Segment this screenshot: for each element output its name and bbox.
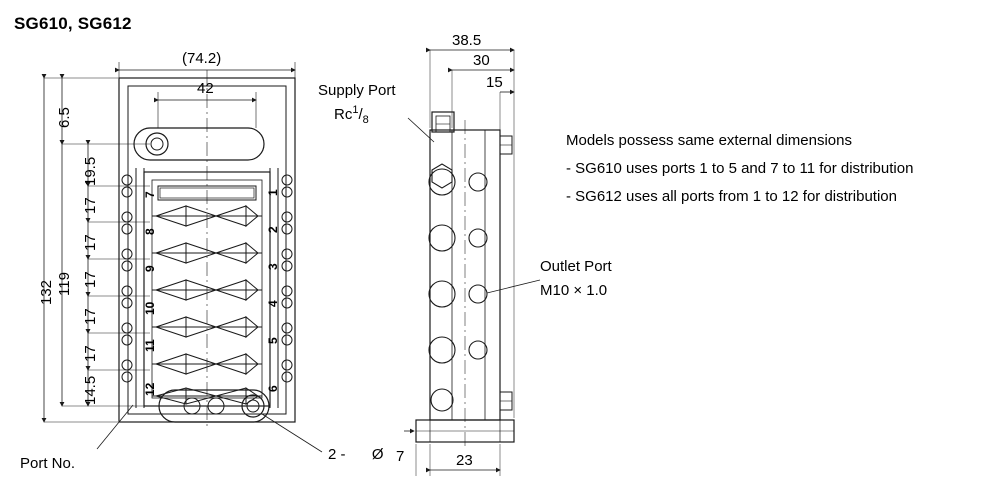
supply-port-thread-label: $Rc^1/_8$ xyxy=(334,104,369,126)
dim-step-depth: 15 xyxy=(486,74,503,91)
port-label-6: 6 xyxy=(266,385,280,392)
outlet-port-thread-label: M10 × 1.0 xyxy=(540,282,608,299)
port-label-9: 9 xyxy=(143,265,157,272)
dim-bottom-offset: 14.5 xyxy=(82,375,99,405)
outlet-port-label: Outlet Port xyxy=(540,258,612,275)
dim-body-depth: 30 xyxy=(473,52,490,69)
dim-base-thickness: 7 xyxy=(396,448,405,465)
note-line-1: Models possess same external dimensions xyxy=(566,132,852,149)
mounting-holes-count: 2 - xyxy=(328,446,346,463)
supply-port-thread-prefix: Rc xyxy=(334,106,353,123)
dim-pitch-3: 17 xyxy=(82,271,99,288)
dim-first-pitch: 19.5 xyxy=(82,156,99,186)
port-no-label: Port No. xyxy=(20,455,76,472)
port-label-12: 12 xyxy=(143,382,157,396)
mounting-holes-label xyxy=(328,446,384,463)
note-line-2: - SG610 uses ports 1 to 5 and 7 to 11 for distribution xyxy=(566,160,914,177)
port-label-2: 2 xyxy=(266,226,280,233)
port-label-1: 1 xyxy=(266,189,280,196)
supply-port-label: Supply Port xyxy=(318,82,396,99)
port-label-4: 4 xyxy=(266,300,280,307)
supply-port-thread-numerator: 1 xyxy=(352,104,359,116)
port-label-3: 3 xyxy=(266,263,280,270)
port-label-5: 5 xyxy=(266,337,280,344)
page-title: SG610, SG612 xyxy=(14,14,132,33)
port-label-10: 10 xyxy=(143,301,157,315)
dim-pitch-5: 17 xyxy=(82,345,99,362)
dim-overall-width: (74.2) xyxy=(182,50,222,67)
dim-base-depth: 23 xyxy=(456,452,473,469)
diameter-icon: Ø xyxy=(371,446,384,463)
port-label-11: 11 xyxy=(143,339,157,352)
dim-overall-depth: 38.5 xyxy=(452,32,482,49)
dim-hole-span-height: 119 xyxy=(56,272,73,296)
dim-pitch-2: 17 xyxy=(82,234,99,251)
port-label-8: 8 xyxy=(143,228,157,235)
dim-pitch-4: 17 xyxy=(82,308,99,325)
dim-pitch-1: 17 xyxy=(82,197,99,214)
port-label-7: 7 xyxy=(143,191,157,198)
dim-top-offset: 6.5 xyxy=(56,107,73,128)
dim-overall-height: 132 xyxy=(38,279,55,305)
dim-inner-width: 42 xyxy=(197,80,214,97)
note-line-3: - SG612 uses all ports from 1 to 12 for distribution xyxy=(566,188,897,205)
supply-port-thread-denominator: 8 xyxy=(362,114,369,126)
